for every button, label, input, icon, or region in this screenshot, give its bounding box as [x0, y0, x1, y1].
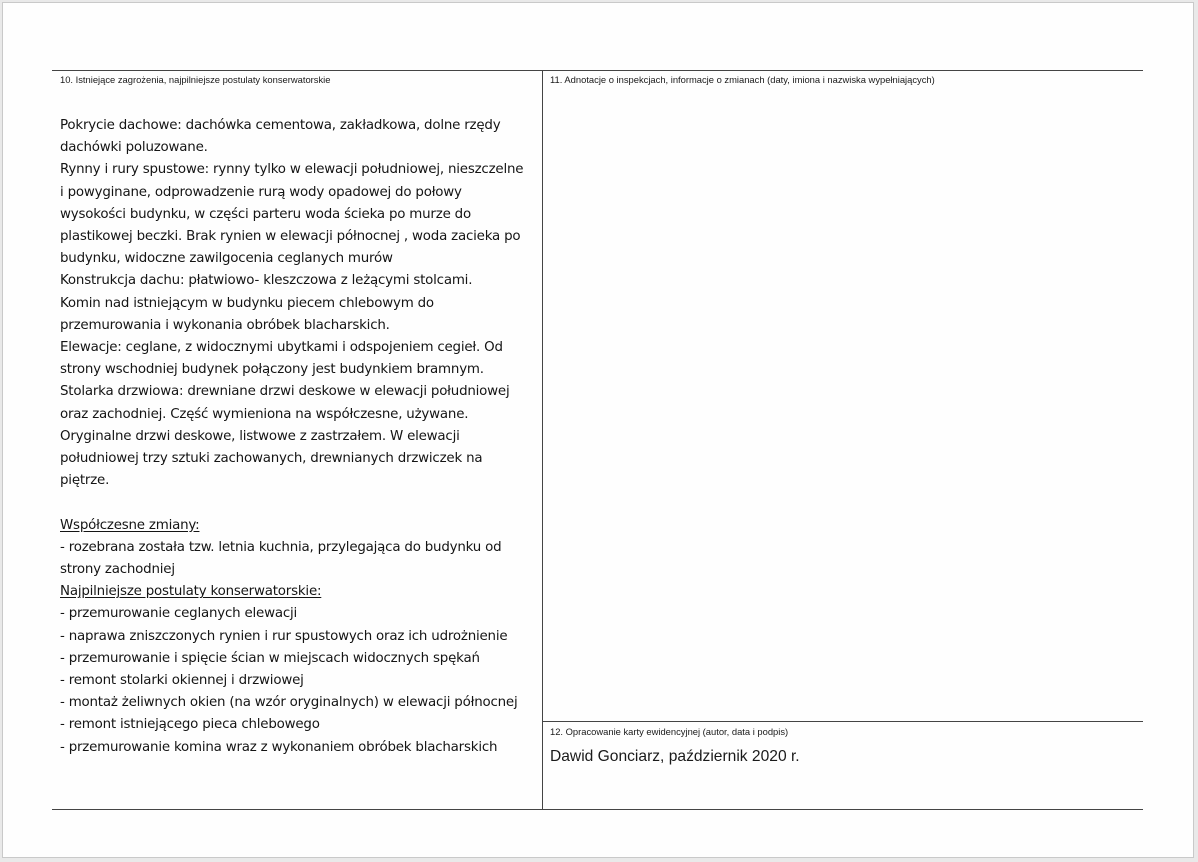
body-line: plastikowej beczki. Brak rynien w elewacji północnej , woda zacieka po: [60, 229, 521, 245]
postulates-heading: Najpilniejsze postulaty konserwatorskie:: [60, 584, 322, 600]
changes-heading: Współczesne zmiany:: [60, 517, 200, 533]
body-line: budynku, widoczne zawilgocenia ceglanych murów: [60, 251, 393, 267]
section-10-body: [60, 115, 542, 759]
body-line: i powyginane, odprowadzenie rurą wody opadowej do połowy: [60, 184, 462, 200]
postulate-item: - przemurowanie ceglanych elewacji: [60, 606, 298, 622]
section-11-header: 11. Adnotacje o inspekcjach, informacje o zmianach (daty, imiona i nazwiska wypełniających): [550, 74, 935, 85]
changes-line: strony zachodniej: [60, 562, 175, 578]
postulate-item: - remont istniejącego pieca chlebowego: [60, 717, 320, 733]
body-line: Elewacje: ceglane, z widocznymi ubytkami i odspojeniem cegieł. Od: [60, 340, 503, 356]
body-line: dachówki poluzowane.: [60, 140, 208, 156]
postulate-item: - przemurowanie i spięcie ścian w miejscach widocznych spękań: [60, 650, 480, 666]
section-10-header: 10. Istniejące zagrożenia, najpilniejsze postulaty konserwatorskie: [60, 74, 331, 85]
body-line: strony wschodniej budynek połączony jest budynkiem bramnym.: [60, 362, 484, 378]
section-12-rule: [542, 721, 1143, 722]
body-line: piętrze.: [60, 473, 110, 489]
body-line: Komin nad istniejącym w budynku piecem chlebowym do: [60, 295, 434, 311]
postulate-item: - przemurowanie komina wraz z wykonaniem obróbek blacharskich: [60, 739, 498, 755]
body-line: przemurowania i wykonania obróbek blacharskich.: [60, 317, 390, 333]
body-line: południowej trzy sztuki zachowanych, drewnianych drzwiczek na: [60, 451, 483, 467]
body-line: Rynny i rury spustowe: rynny tylko w elewacji południowej, nieszczelne: [60, 162, 524, 178]
body-line: Oryginalne drzwi deskowe, listwowe z zastrzałem. W elewacji: [60, 428, 460, 444]
section-12-header: 12. Opracowanie karty ewidencyjnej (autor, data i podpis): [550, 726, 789, 737]
postulate-item: - naprawa zniszczonych rynien i rur spustowych oraz ich udrożnienie: [60, 628, 508, 644]
postulate-item: - montaż żeliwnych okien (na wzór oryginalnych) w elewacji północnej: [60, 695, 518, 711]
bottom-rule: [52, 809, 1143, 810]
body-line: Konstrukcja dachu: płatwiowo- kleszczowa z leżącymi stolcami.: [60, 273, 473, 289]
blank-line: [60, 492, 542, 514]
top-rule: [52, 70, 1143, 71]
body-line: Stolarka drzwiowa: drewniane drzwi deskowe w elewacji południowej: [60, 384, 510, 400]
body-line: wysokości budynku, w części parteru woda ścieka po murze do: [60, 206, 471, 222]
body-line: Pokrycie dachowe: dachówka cementowa, zakładkowa, dolne rzędy: [60, 118, 501, 133]
author-signature-text: Dawid Gonciarz, październik 2020 r.: [550, 748, 800, 765]
postulate-item: - remont stolarki okiennej i drzwiowej: [60, 673, 304, 689]
body-line: oraz zachodniej. Część wymieniona na współczesne, używane.: [60, 406, 469, 422]
column-divider: [542, 70, 543, 810]
changes-line: - rozebrana została tzw. letnia kuchnia, przylegająca do budynku od: [60, 539, 502, 555]
